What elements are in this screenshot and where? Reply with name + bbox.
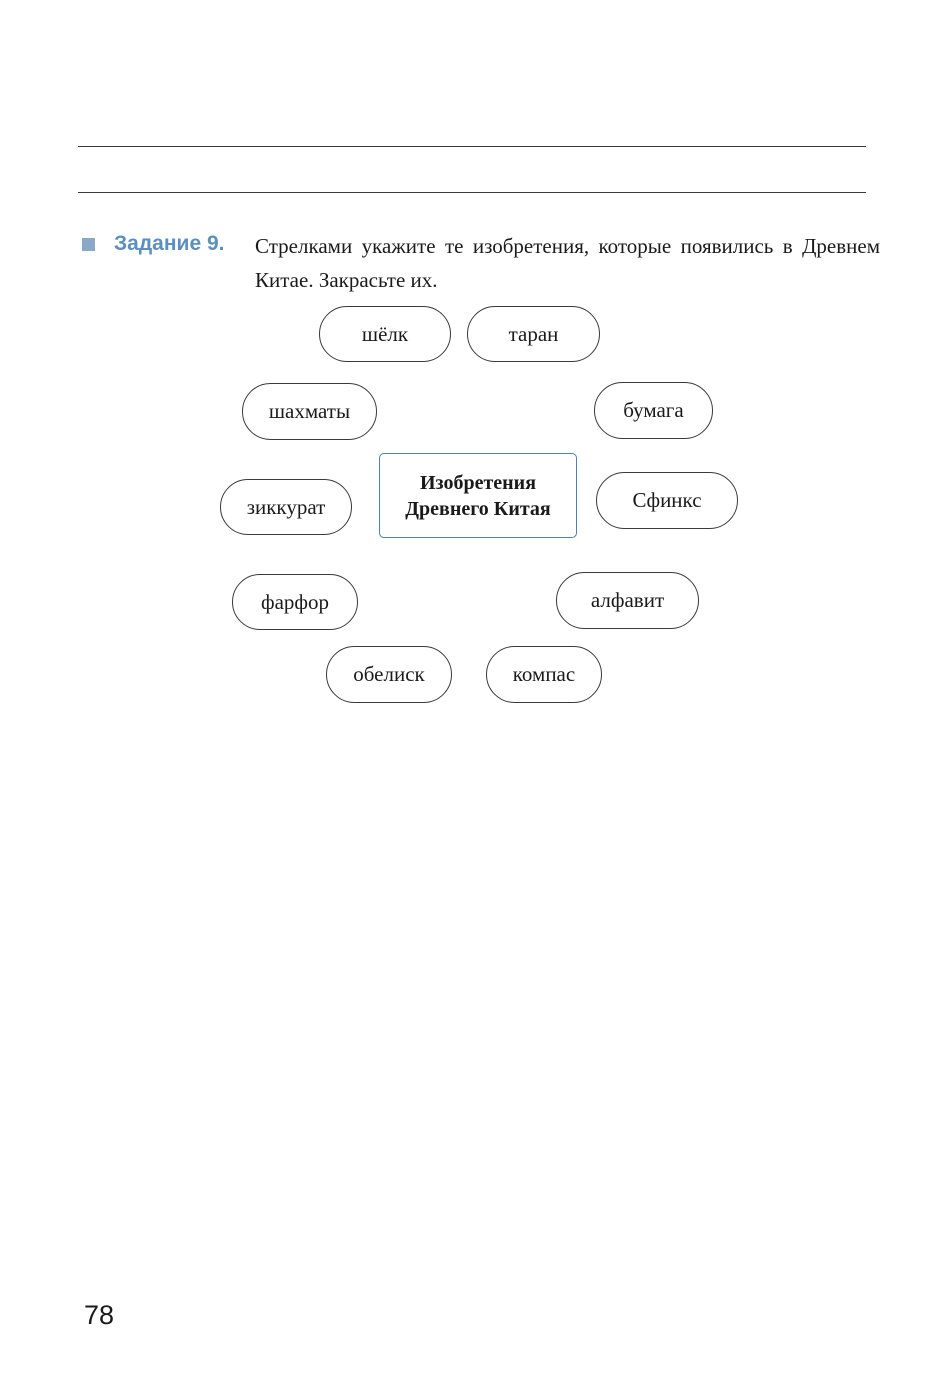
invention-item[interactable]: таран [467,306,600,362]
invention-item[interactable]: фарфор [232,574,358,630]
invention-item[interactable]: компас [486,646,602,703]
square-bullet-icon [82,238,95,251]
answer-line-2 [78,192,866,193]
center-title-line-1: Изобретения [419,471,537,494]
invention-item[interactable]: Сфинкс [596,472,738,529]
center-concept-box [379,453,577,538]
invention-item[interactable]: зиккурат [220,479,352,535]
answer-line-1 [78,146,866,147]
invention-item[interactable]: шахматы [242,383,377,440]
center-title-line-2: Древнего Китая [405,497,551,520]
task-label: Задание 9. [114,232,225,255]
invention-item[interactable]: шёлк [319,306,451,362]
page-number: 78 [84,1300,115,1330]
invention-item[interactable]: алфавит [556,572,699,629]
invention-item[interactable]: обелиск [326,646,452,703]
invention-item[interactable]: бумага [594,382,713,439]
task-instruction: Стрелками укажите те изобретения, которые появились в Древнем Китае. Закрасьте их. [255,234,880,292]
